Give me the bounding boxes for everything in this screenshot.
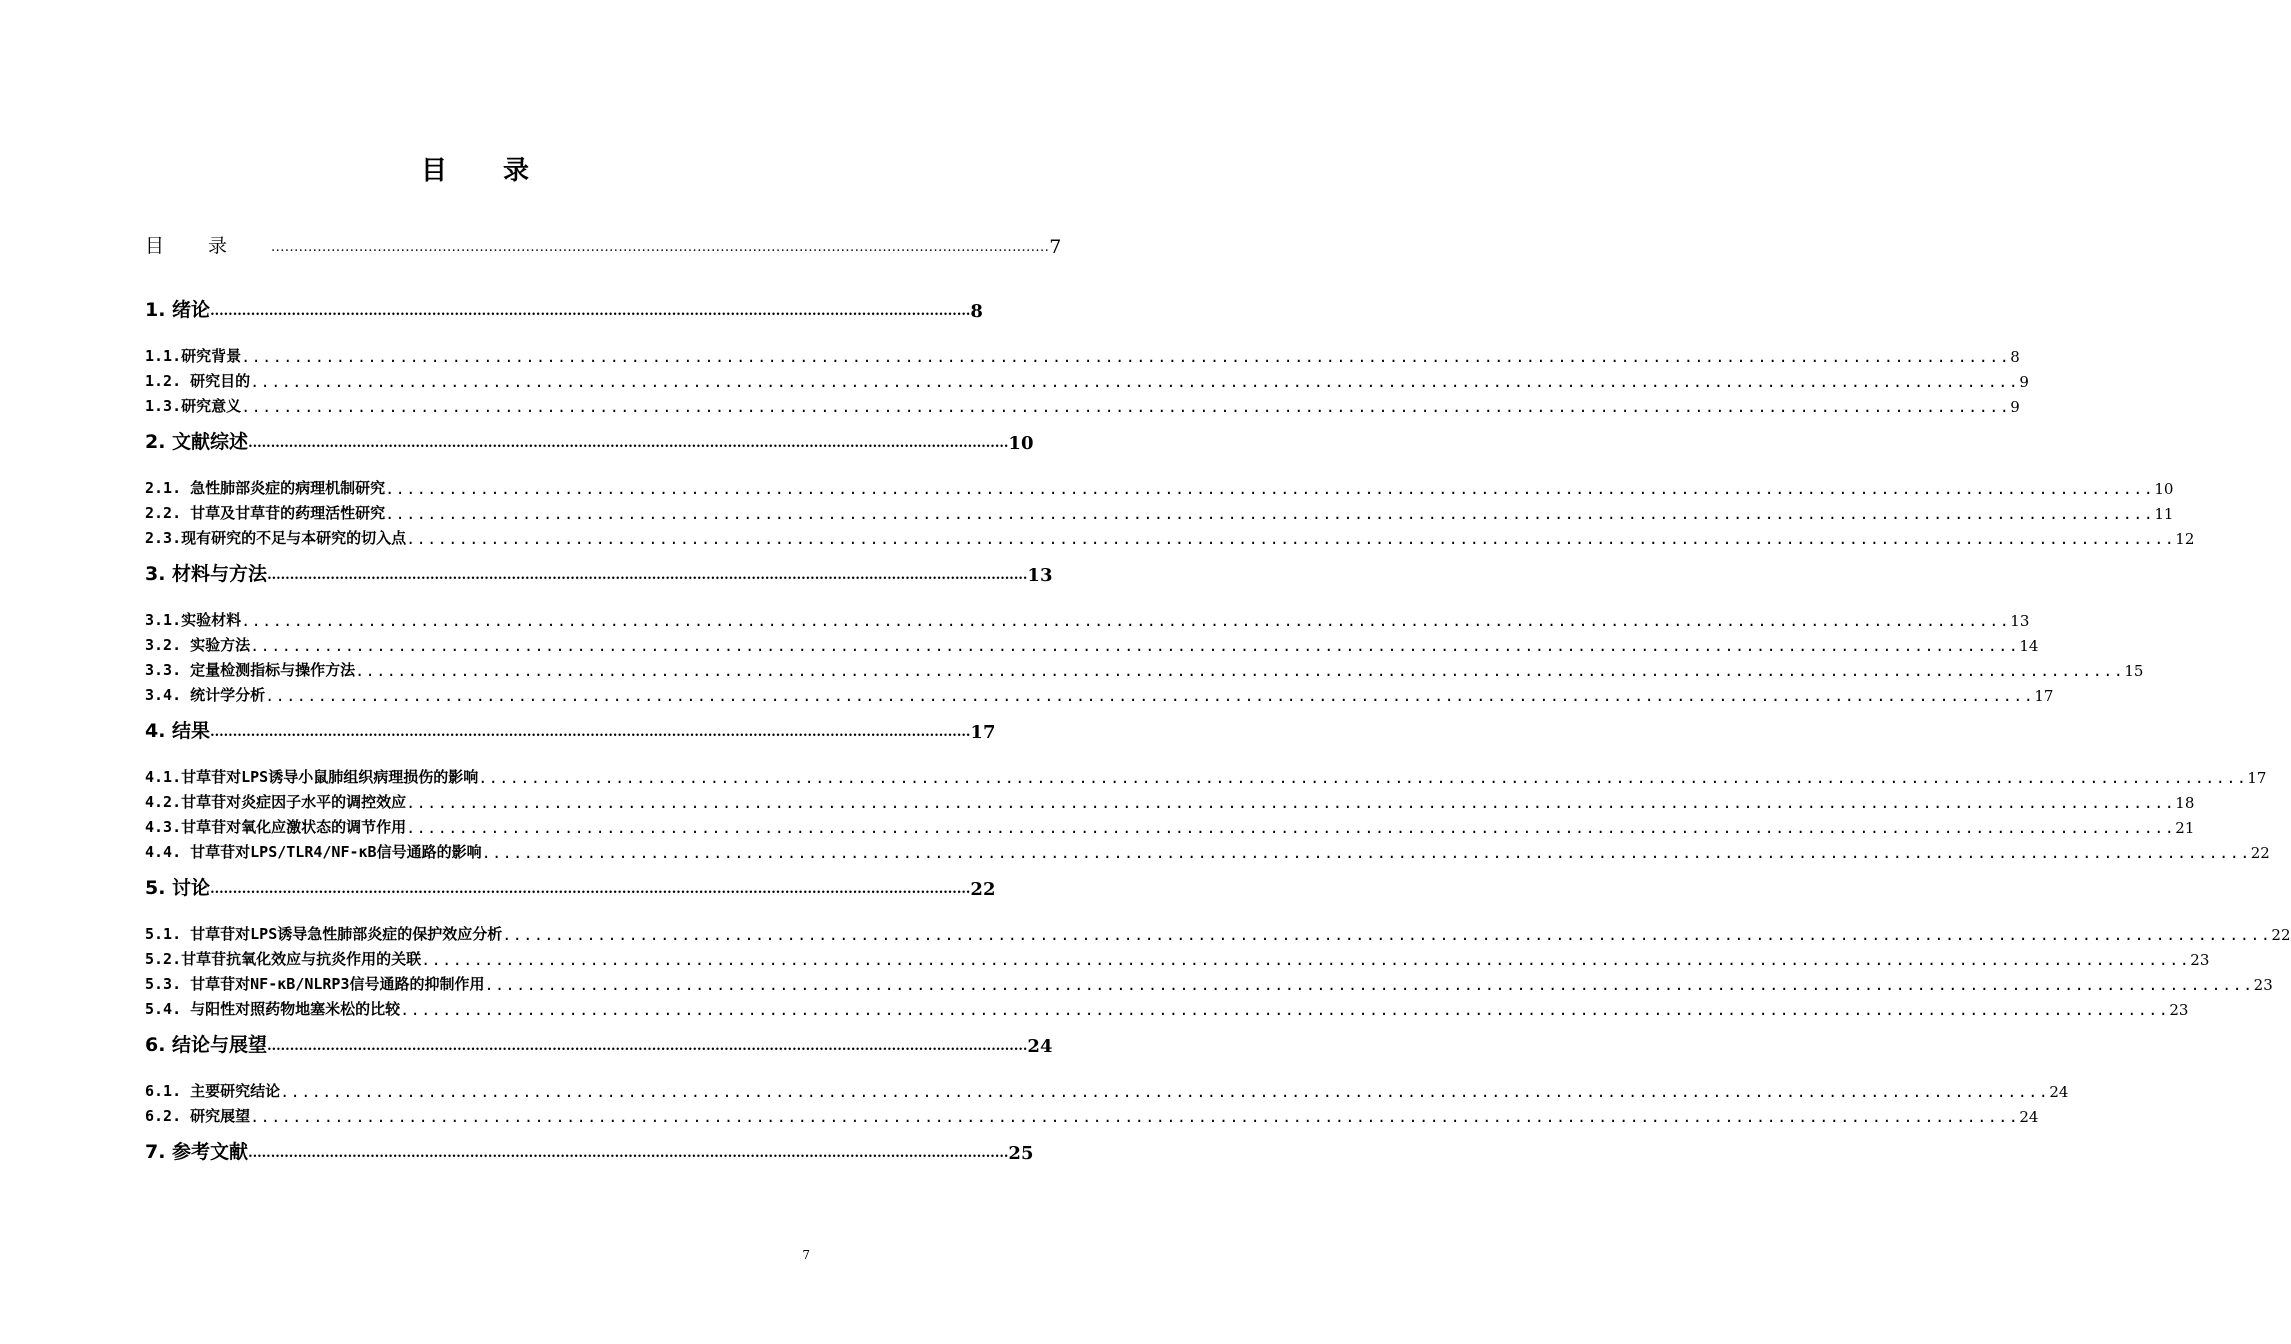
toc-chapter-entry[interactable] [145, 560, 1053, 586]
toc-section-entry[interactable] [145, 918, 2291, 944]
toc-entry-label: 3. 材料与方法 [145, 563, 268, 585]
toc-section-entry[interactable] [145, 1100, 2039, 1126]
toc-entry-page: 9 [2019, 373, 2029, 391]
toc-dot-leader: ........................................................................................................................................................................ [267, 568, 1028, 583]
toc-chapter-entry[interactable] [145, 296, 983, 322]
toc-entry-page: 15 [2124, 662, 2144, 680]
toc-dot-leader: ........................................................................................................................................................................ [355, 662, 2125, 680]
toc-dot-leader: ........................................................................................................................................................................ [241, 348, 2011, 366]
toc-entry-label: 5.1. 甘草苷对LPS诱导急性肺部炎症的保护效应分析 [145, 925, 503, 943]
toc-entry-page: 8 [2010, 348, 2020, 366]
toc-entry-label: 4.1.甘草苷对LPS诱导小鼠肺组织病理损伤的影响 [145, 768, 479, 786]
toc-section-entry[interactable] [145, 993, 2189, 1019]
toc-entry-page: 22 [2250, 844, 2270, 862]
toc-entry-label: 5.3. 甘草苷对NF-κB/NLRP3信号通路的抑制作用 [145, 975, 485, 993]
toc-section-entry[interactable] [145, 786, 2195, 812]
toc-dot-leader: ........................................................................................................................................................................ [271, 240, 1050, 255]
page-number: 7 [802, 1248, 810, 1262]
toc-chapter-entry[interactable] [145, 1031, 1053, 1057]
toc-entry-page: 21 [2175, 819, 2195, 837]
toc-entry-label: 3.3. 定量检测指标与操作方法 [145, 661, 356, 679]
toc-entry-page: 17 [970, 722, 996, 743]
toc-entry-page: 9 [2010, 398, 2020, 416]
toc-entry-page: 8 [970, 301, 983, 322]
toc-entry-label: 4.3.甘草苷对氧化应激状态的调节作用 [145, 818, 407, 836]
toc-section-entry[interactable] [145, 836, 2270, 862]
toc-entry-page: 22 [2271, 926, 2291, 944]
toc-dot-leader: ........................................................................................................................................................................ [265, 687, 2035, 705]
toc-entry-label: 1.2. 研究目的 [145, 372, 251, 390]
toc-dot-leader: ........................................................................................................................................................................ [248, 1146, 1009, 1161]
toc-entry-label: 4. 结果 [145, 720, 211, 742]
toc-section-entry[interactable] [145, 629, 2039, 655]
toc-entry-page: 13 [2010, 612, 2030, 630]
toc-entry-label: 5.2.甘草苷抗氧化效应与抗炎作用的关联 [145, 950, 422, 968]
toc-entry-label: 4.4. 甘草苷对LPS/TLR4/NF-κB信号通路的影响 [145, 843, 482, 861]
toc-section-entry[interactable] [145, 497, 2174, 523]
toc-section-entry[interactable] [145, 943, 2210, 969]
toc-entry-label: 5. 讨论 [145, 877, 211, 899]
toc-entry-label: 6.2. 研究展望 [145, 1107, 251, 1125]
toc-title: 目录 [420, 156, 585, 186]
toc-section-entry[interactable] [145, 472, 2174, 498]
toc-dot-leader: ........................................................................................................................................................................ [280, 1083, 2050, 1101]
toc-entry-page: 10 [1008, 433, 1034, 454]
toc-dot-leader: ........................................................................................................................................................................ [478, 769, 2248, 787]
toc-section-entry[interactable] [145, 365, 2029, 391]
toc-dot-leader: ........................................................................................................................................................................ [385, 480, 2155, 498]
toc-entry-page: 24 [2019, 1108, 2039, 1126]
toc-entry-page: 17 [2034, 687, 2054, 705]
toc-section-entry[interactable] [145, 340, 2020, 366]
toc-section-entry[interactable] [145, 1075, 2069, 1101]
toc-entry-page: 10 [2154, 480, 2174, 498]
toc-dot-leader: ........................................................................................................................................................................ [421, 951, 2191, 969]
toc-dot-leader: ........................................................................................................................................................................ [210, 304, 971, 319]
toc-section-entry[interactable] [145, 679, 2054, 705]
toc-section-entry[interactable] [145, 390, 2020, 416]
toc-entry-label: 3.2. 实验方法 [145, 636, 251, 654]
toc-entry-page: 12 [2175, 530, 2195, 548]
toc-dot-leader: ........................................................................................................................................................................ [481, 844, 2251, 862]
toc-entry-page: 23 [2169, 1001, 2189, 1019]
toc-section-entry[interactable] [145, 811, 2195, 837]
toc-section-entry[interactable] [145, 761, 2267, 787]
toc-entry-page: 23 [2253, 976, 2273, 994]
toc-chapter-entry[interactable] [145, 1138, 1034, 1164]
toc-entry-label: 6.1. 主要研究结论 [145, 1082, 281, 1100]
toc-dot-leader: ........................................................................................................................................................................ [406, 794, 2176, 812]
toc-dot-leader: ........................................................................................................................................................................ [250, 373, 2020, 391]
toc-chapter-entry[interactable] [145, 874, 996, 900]
toc-entry-label: 目录 [145, 235, 272, 257]
toc-entry-label: 1. 绪论 [145, 299, 211, 321]
toc-section-entry[interactable] [145, 968, 2273, 994]
toc-entry-page: 25 [1008, 1143, 1034, 1164]
toc-dot-leader: ........................................................................................................................................................................ [210, 725, 971, 740]
toc-entry-label: 2. 文献综述 [145, 431, 249, 453]
toc-section-entry[interactable] [145, 654, 2144, 680]
toc-dot-leader: ........................................................................................................................................................................ [484, 976, 2254, 994]
toc-entry-label: 1.1.研究背景 [145, 347, 242, 365]
toc-dot-leader: ........................................................................................................................................................................ [502, 926, 2272, 944]
toc-entry-page: 18 [2175, 794, 2195, 812]
toc-chapter-entry[interactable] [145, 428, 1034, 454]
toc-entry-page: 23 [2190, 951, 2210, 969]
toc-entry-label: 2.1. 急性肺部炎症的病理机制研究 [145, 479, 386, 497]
toc-dot-leader: ........................................................................................................................................................................ [210, 882, 971, 897]
toc-section-entry[interactable] [145, 604, 2030, 630]
toc-dot-leader: ........................................................................................................................................................................ [241, 612, 2011, 630]
toc-dot-leader: ........................................................................................................................................................................ [250, 1108, 2020, 1126]
toc-dot-leader: ........................................................................................................................................................................ [406, 819, 2176, 837]
toc-dot-leader: ........................................................................................................................................................................ [406, 530, 2176, 548]
toc-entry-page: 22 [970, 879, 996, 900]
toc-entry-label: 2.2. 甘草及甘草苷的药理活性研究 [145, 504, 386, 522]
toc-entry-page: 14 [2019, 637, 2039, 655]
toc-entry-page: 7 [1049, 236, 1062, 258]
toc-dot-leader: ........................................................................................................................................................................ [267, 1039, 1028, 1054]
toc-entry-page: 11 [2154, 505, 2174, 523]
toc-entry-label: 3.4. 统计学分析 [145, 686, 266, 704]
toc-entry[interactable] [145, 232, 1062, 258]
toc-entry-label: 7. 参考文献 [145, 1141, 249, 1163]
toc-entry-page: 17 [2247, 769, 2267, 787]
toc-entry-label: 5.4. 与阳性对照药物地塞米松的比较 [145, 1000, 401, 1018]
toc-dot-leader: ........................................................................................................................................................................ [400, 1001, 2170, 1019]
toc-entry-page: 24 [1027, 1036, 1053, 1057]
toc-dot-leader: ........................................................................................................................................................................ [250, 637, 2020, 655]
toc-entry-label: 3.1.实验材料 [145, 611, 242, 629]
toc-dot-leader: ........................................................................................................................................................................ [241, 398, 2011, 416]
toc-entry-label: 4.2.甘草苷对炎症因子水平的调控效应 [145, 793, 407, 811]
toc-entry-page: 13 [1027, 565, 1053, 586]
toc-entry-label: 6. 结论与展望 [145, 1034, 268, 1056]
toc-entry-label: 2.3.现有研究的不足与本研究的切入点 [145, 529, 407, 547]
toc-dot-leader: ........................................................................................................................................................................ [385, 505, 2155, 523]
toc-entry-page: 24 [2049, 1083, 2069, 1101]
toc-section-entry[interactable] [145, 522, 2195, 548]
toc-dot-leader: ........................................................................................................................................................................ [248, 436, 1009, 451]
toc-entry-label: 1.3.研究意义 [145, 397, 242, 415]
toc-chapter-entry[interactable] [145, 717, 996, 743]
